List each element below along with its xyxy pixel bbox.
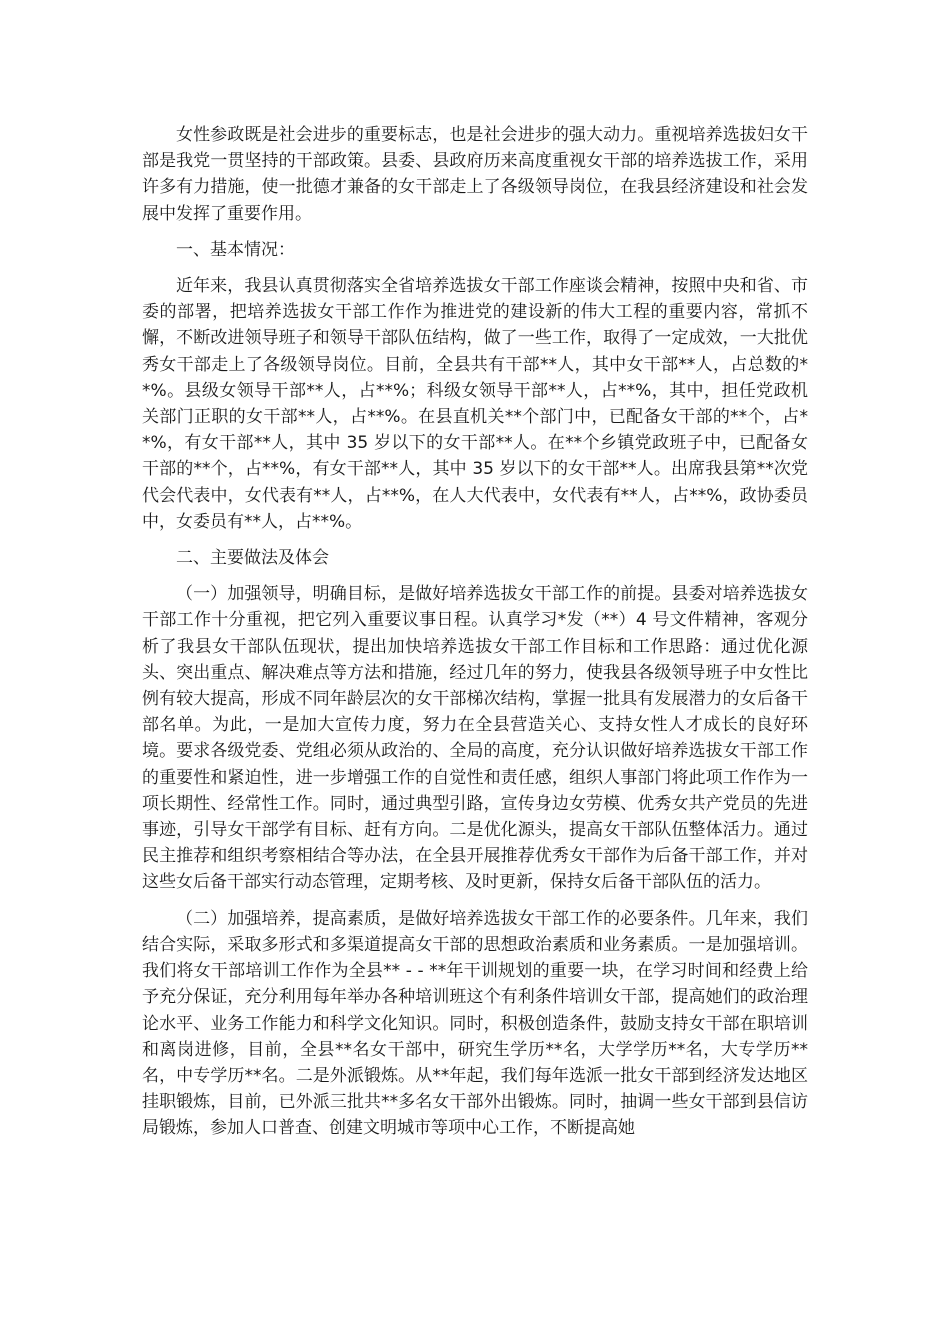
intro-paragraph: 女性参政既是社会进步的重要标志，也是社会进步的强大动力。重视培养选拔妇女干部是我党一贯坚持的干部政策。县委、县政府历来高度重视女干部的培养选拔工作，采用许多有力措施，使一批德才兼备的女干部走上了各级领导岗位，在我县经济建设和社会发展中发挥了重要作用。 [142,125,808,224]
section-heading-main-practices: 二、主要做法及体会 [176,548,329,569]
basic-situation-paragraph: 近年来，我县认真贯彻落实全省培养选拔女干部工作座谈会精神，按照中央和省、市委的部署，把培养选拔女干部工作作为推进党的建设新的伟大工程的重要内容，常抓不懈，不断改进领导班子和领导干部队伍结构，做了一些工作，取得了一定成效，一大批优秀女干部走上了各级领导岗位。目前，全县共有干部**人，其中女干部**人，占总数的**%。县级女领导干部**人，占**%；科级女领导干部**人，占**%，其中，担任党政机关部门正职的女干部**人，占**%。在县直机关**个部门中，已配备女干部的**个，占**%，有女干部**人，其中 35 岁以下的女干部**人。在**个乡镇党政班子中，已配备女干部的**个，占**%，有女干部**人，其中 35 岁以下的女干部**人。出席我县第**次党代会代表中，女代表有**人，占**%，在人大代表中，女代表有**人，占**%，政协委员中，女委员有**人，占**%。 [142,276,808,532]
section-heading-basic-situation: 一、基本情况： [176,239,295,260]
practice-training-paragraph: （二）加强培养，提高素质，是做好培养选拔女干部工作的必要条件。几年来，我们结合实际，采取多形式和多渠道提高女干部的思想政治素质和业务素质。一是加强培训。我们将女干部培训工作作为全县** - - **年干训规划的重要一块，在学习时间和经费上给予充分保证，充分利用每年举办各种培训班这个有利条件培训女干部，提高她们的政治理论水平、业务工作能力和科学文化知识。同时，积极创造条件，鼓励支持女干部在职培训和离岗进修，目前，全县**名女干部中，研究生学历**名，大学学历**名，大专学历**名，中专学历**名。二是外派锻炼。从**年起，我们每年选派一批女干部到经济发达地区挂职锻炼，目前，已外派三批共**多名女干部外出锻炼。同时，抽调一些女干部到县信访局锻炼，参加人口普查、创建文明城市等项中心工作，不断提高她 [142,908,808,1139]
document-page [142,122,808,1152]
practice-leadership-paragraph: （一）加强领导，明确目标，是做好培养选拔女干部工作的前提。县委对培养选拔女干部工作十分重视，把它列入重要议事日程。认真学习*发（**）4 号文件精神，客观分析了我县女干部队伍现状，提出加快培养选拔女干部工作目标和工作思路：通过优化源头、突出重点、解决难点等方法和措施，经过几年的努力，使我县各级领导班子中女性比例有较大提高，形成不同年龄层次的女干部梯次结构，掌握一批具有发展潜力的女后备干部名单。为此，一是加大宣传力度，努力在全县营造关心、支持女性人才成长的良好环境。要求各级党委、党组必须从政治的、全局的高度，充分认识做好培养选拔女干部工作的重要性和紧迫性，进一步增强工作的自觉性和责任感，组织人事部门将此项工作作为一项长期性、经常性工作。同时，通过典型引路，宣传身边女劳模、优秀女共产党员的先进事迹，引导女干部学有目标、赶有方向。二是优化源头，提高女干部队伍整体活力。通过民主推荐和组织考察相结合等办法，在全县开展推荐优秀女干部作为后备干部工作，并对这些女后备干部实行动态管理，定期考核、及时更新，保持女后备干部队伍的活力。 [142,584,808,893]
